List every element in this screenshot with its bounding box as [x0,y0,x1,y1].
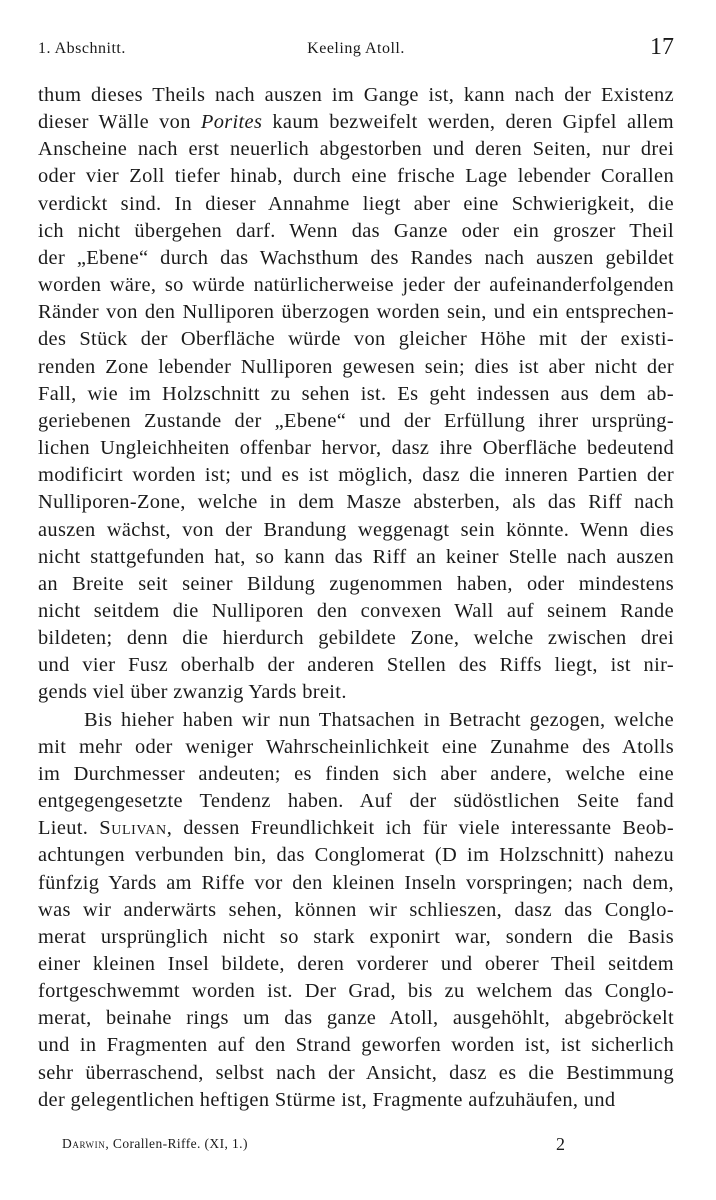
running-title: Keeling Atoll. [307,40,405,57]
text-line: und in Fragmenten auf den Strand geworfen worden ist, ist sicherlich [38,1034,674,1057]
text-line: Lieut. Sulivan, dessen Freundlichkeit ich für viele interessante Beob- [38,817,674,840]
text-line: der gelegentlichen heftigen Stürme ist, Fragmente aufzuhäufen, und [38,1088,616,1111]
text-line: im Durchmesser andeuten; es finden sich aber andere, welche eine [38,762,674,785]
text-line: auszen wächst, von der Brandung weggenagt sein könnte. Wenn dies [38,518,674,541]
text-line: fortgeschwemmt worden ist. Der Grad, bis zu welchem das Conglo- [38,980,674,1003]
text-line: mit mehr oder weniger Wahrscheinlichkeit eine Zunahme des Atolls [38,735,674,758]
text-line: Nulliporen-Zone, welche in dem Masze absterben, als das Riff nach [38,491,674,514]
text-line: Fall, wie im Holzschnitt zu sehen ist. Es geht indessen aus dem ab- [38,382,674,405]
text-line: nicht seitdem die Nulliporen den convexen Wall auf seinem Rande [38,599,674,622]
page-footer [62,1136,674,1164]
text-line: des Stück der Oberfläche würde von gleicher Höhe mit der existi- [38,328,674,351]
text-line: nicht stattgefunden hat, so kann das Riff an keiner Stelle nach auszen [38,545,674,568]
text-line: ich nicht übergehen darf. Wenn das Ganze oder ein groszer Theil [38,219,674,242]
running-header [38,34,674,68]
text-line: Bis hieher haben wir nun Thatsachen in Betracht gezogen, welche [84,708,674,731]
text-line: gends viel über zwanzig Yards breit. [38,681,347,704]
text-line: lichen Ungleichheiten offenbar hervor, dasz ihre Oberfläche bedeutend [38,437,674,460]
text-line: dieser Wälle von Porites kaum bezweifelt werden, deren Gipfel allem [38,111,674,134]
paragraph [38,707,674,1114]
text-line: Anscheine nach erst neuerlich abgestorben und deren Seiten, nur drei [38,138,674,161]
text-line: achtungen verbunden bin, das Conglomerat (D im Holzschnitt) nahezu [38,844,674,867]
text-line: thum dieses Theils nach auszen im Gange ist, kann nach der Existenz [38,84,674,106]
text-line: modificirt worden ist; und es ist möglich, dasz die inneren Partien der [38,464,674,487]
text-line: verdickt sind. In dieser Annahme liegt aber eine Schwierigkeit, die [38,192,674,215]
text-line: der „Ebene“ durch das Wachsthum des Randes nach auszen gebildet [38,246,674,269]
text-line: oder vier Zoll tiefer hinab, durch eine frische Lage lebender Corallen [38,165,674,188]
text-line: entgegengesetzte Tendenz haben. Auf der südöstlichen Seite fand [38,790,674,813]
text-line: einer kleinen Insel bildete, deren vorderer und oberer Theil seitdem [38,953,674,975]
section-label: 1. Abschnitt. [38,40,126,57]
text-line: merat, beinahe rings um das ganze Atoll, ausgehöhlt, abgebröckelt [38,1007,674,1030]
text-line: merat ursprünglich nicht so stark exponirt war, sondern die Basis [38,925,674,948]
text-line: renden Zone lebender Nulliporen gewesen sein; dies ist aber nicht der [38,355,674,378]
text-line: was wir anderwärts sehen, können wir schlieszen, dasz das Conglo- [38,898,674,921]
text-line: und vier Fusz oberhalb der anderen Stellen des Riffs liegt, ist nir- [38,654,674,677]
paragraph [38,82,674,707]
sheet-signature: 2 [556,1134,565,1154]
text-line: fünfzig Yards am Riffe vor den kleinen Inseln vorspringen; nach dem, [38,871,674,894]
text-line: bildeten; denn die hierdurch gebildete Zone, welche zwischen drei [38,627,674,650]
text-line: worden wäre, so würde natürlicherweise jeder der aufeinanderfolgenden [38,274,674,297]
text-line: sehr überraschend, selbst nach der Ansicht, dasz es die Bestimmung [38,1061,674,1084]
text-line: an Breite seit seiner Bildung zugenommen haben, oder mindestens [38,572,674,595]
page-number: 17 [650,34,674,60]
text-line: Ränder von den Nulliporen überzogen worden sein, und ein entsprechen- [38,301,674,324]
text-line: geriebenen Zustande der „Ebene“ und der Erfüllung ihrer ursprüng- [38,409,674,432]
body-text [38,82,674,1114]
footer-source-line: Darwin, Corallen-Riffe. (XI, 1.) [62,1136,248,1151]
